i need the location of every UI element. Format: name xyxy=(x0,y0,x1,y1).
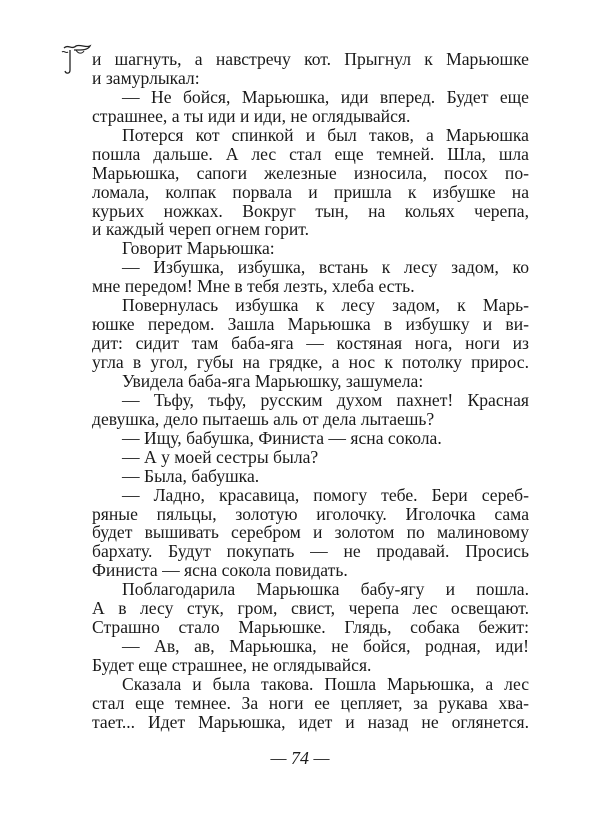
text-line: и каждый череп огнем горит. xyxy=(92,219,310,240)
text-line: тает... Идет Марьюшка, идет и назад не оглянется. xyxy=(92,711,529,732)
page-number: — 74 — xyxy=(270,748,330,768)
decorative-flourish-icon xyxy=(60,42,92,78)
text-line: — Не бойся, Марьюшка, иди вперед. Будет еще xyxy=(122,86,529,107)
text-line: — Избушка, избушка, встань к лесу задом, ко xyxy=(122,257,529,278)
text-line: — А у моей сестры была? xyxy=(122,446,319,467)
text-line: Поблагодарила Марьюшка бабу-ягу и пошла. xyxy=(122,579,529,600)
text-line: бархату. Будут покупать — не продавай. Просись xyxy=(92,541,529,562)
text-line: Потерся кот спинкой и был таков, а Марьюшка xyxy=(122,124,529,145)
text-line: А в лесу стук, гром, свист, черепа лес освещают. xyxy=(92,598,529,619)
text-line: Будет еще страшнее, не оглядывайся. xyxy=(92,655,372,675)
text-line: и шагнуть, а навстречу кот. Прыгнул к Марьюшке xyxy=(92,49,529,69)
text-line: девушка, дело пытаешь аль от дела лытаешь? xyxy=(92,408,435,429)
text-line: — Ав, ав, Марьюшка, не бойся, родная, иди! xyxy=(122,636,529,657)
text-line: Финиста — ясна сокола повидать. xyxy=(92,560,348,581)
text-line: Страшно стало Марьюшке. Глядь, собака бежит: xyxy=(92,617,529,638)
text-line: — Ладно, красавица, помогу тебе. Бери сереб- xyxy=(122,484,529,505)
text-line: — Ищу, бабушка, Финиста — ясна сокола. xyxy=(122,427,442,448)
text-line: — Была, бабушка. xyxy=(122,465,260,486)
text-line: Марьюшка, сапоги железные износила, посох по- xyxy=(92,162,529,183)
text-line: юшке передом. Зашла Марьюшка в избушку и ви- xyxy=(92,314,529,335)
text-line: и замурлыкал: xyxy=(92,67,200,88)
text-line: курьих ножках. Вокруг тын, на кольях черепа, xyxy=(92,200,529,221)
text-line: ряные пяльцы, золотую иголочку. Иголочка сама xyxy=(92,503,529,524)
text-line: угла в угол, губы на грядке, а нос к потолку прирос. xyxy=(92,352,529,372)
text-line: Говорит Марьюшка: xyxy=(122,238,275,259)
text-line: стал еще темнее. За ноги ее цепляет, за рукава хва- xyxy=(92,692,529,713)
text-line: Увидела баба-яга Марьюшку, зашумела: xyxy=(122,370,424,391)
text-line: Повернулась избушка к лесу задом, к Марь- xyxy=(122,295,529,316)
text-line: — Тьфу, тьфу, русским духом пахнет! Красная xyxy=(122,389,529,410)
text-line: мне передом! Мне в тебя лезть, хлеба есть. xyxy=(92,276,415,297)
text-line: ломала, колпак порвала и пришла к избушке на xyxy=(92,181,529,202)
text-line: будет вышивать серебром и золотом по малиновому xyxy=(92,522,529,543)
book-page-text xyxy=(92,50,529,732)
text-line: страшнее, а ты иди и иди, не оглядывайся. xyxy=(92,105,411,126)
text-line: дит: сидит там баба-яга — костяная нога, ноги из xyxy=(92,333,529,354)
text-line: Сказала и была такова. Пошла Марьюшка, а лес xyxy=(122,673,529,694)
text-line: пошла дальше. А лес стал еще темней. Шла, шла xyxy=(92,143,529,164)
